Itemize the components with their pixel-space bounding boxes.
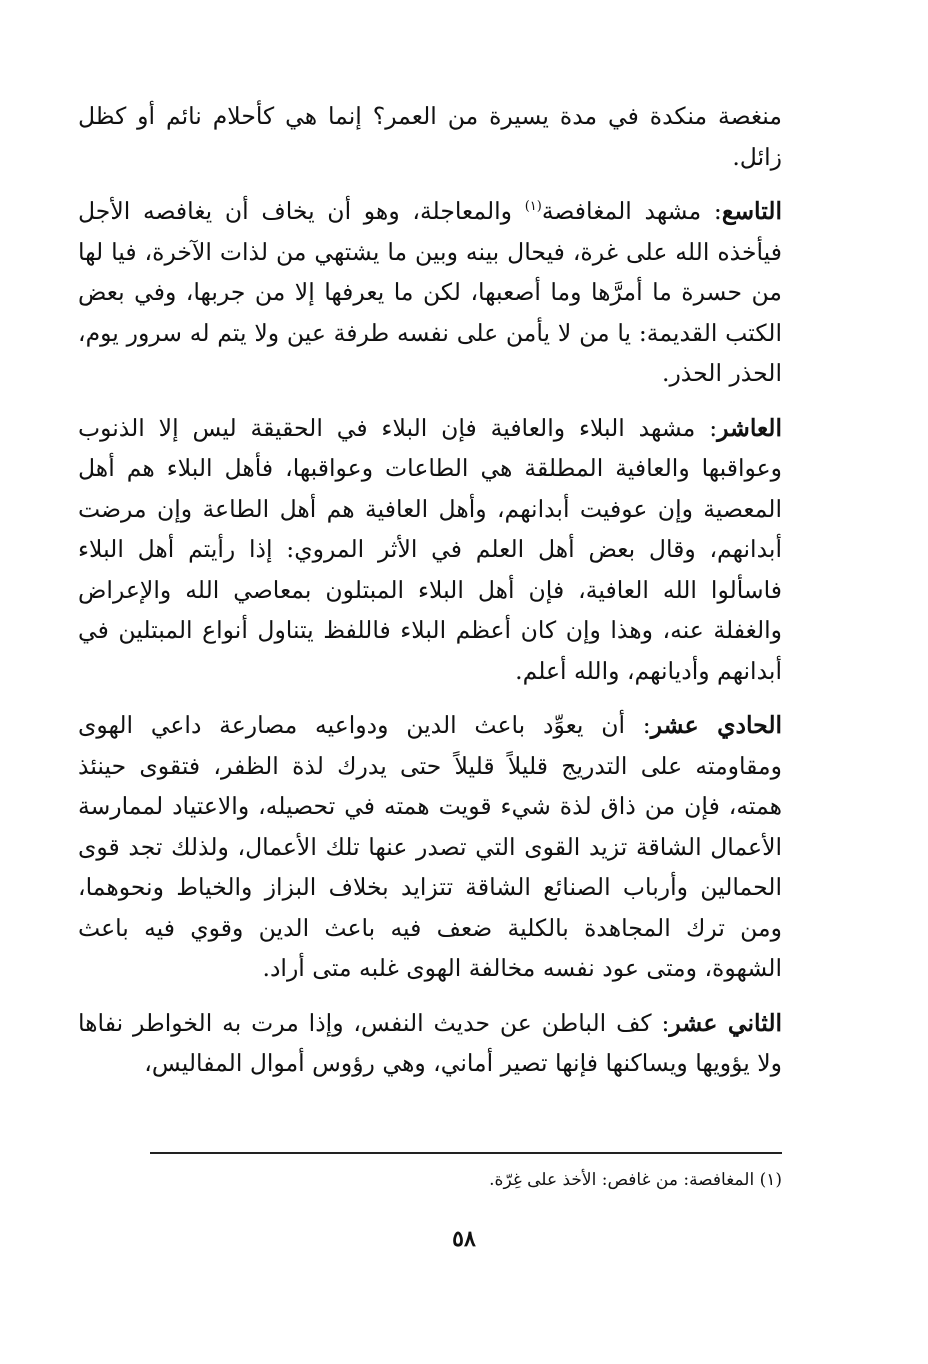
paragraph-text: منغصة منكدة في مدة يسيرة من العمر؟ إنما هي كأحلام نائم أو كظل زائل. [78, 102, 782, 171]
heading-colon: : [625, 711, 651, 739]
footnote-divider [150, 1152, 782, 1154]
paragraph-heading: الثاني عشر [669, 1008, 783, 1037]
paragraph-text: والمعاجلة، وهو أن يخاف أن يغافصه الأجل فيأخذه الله على غرة، فيحال بينه وبين ما يشتهي من لذات الآخرة، فيا لها من حسرة ما أمرَّها وما أصعبها، لكن ما يعرفها إلا من جربها، وفي بعض الكتب القديمة: يا من لا يأمن على نفسه طرفة عين ولا يتم له سرور يوم، الحذر الحذر. [78, 197, 782, 387]
paragraph-eleventh [78, 705, 782, 989]
page-number: ٥٨ [452, 1226, 476, 1252]
heading-colon: : [651, 1008, 670, 1037]
paragraph-text: كف الباطن عن حديث النفس، وإذا مرت به الخواطر نفاها ولا يؤويها ويساكنها فإنها تصير أماني، وهي رؤوس أموال المفاليس، [78, 1008, 782, 1077]
paragraph-tenth [78, 408, 782, 692]
heading-colon: : [695, 413, 718, 442]
paragraph-text-start: مشهد المغافصة [541, 197, 702, 225]
page-body [78, 96, 782, 1084]
paragraph-ninth [78, 191, 782, 394]
paragraph-heading: الحادي عشر [650, 711, 783, 739]
paragraph-heading: العاشر [717, 413, 782, 442]
paragraph-text: مشهد البلاء والعافية فإن البلاء في الحقيقة ليس إلا الذنوب وعواقبها والعافية المطلقة هي الطاعات وعواقبها، فأهل البلاء هم أهل المعصية وإن عوفيت أبدانهم، وأهل العافية هم أهل الطاعة وإن مرضت أبدانهم، وقال بعض أهل العلم في الأثر المروي: إذا رأيتم أهل البلاء فاسألوا الله العافية، فإن أهل البلاء المبتلون بمعاصي الله والإعراض والغفلة عنه، وهذا وإن كان أعظم البلاء فاللفظ يتناول أنواع المبتلين في أبدانهم وأديانهم، والله أعلم. [78, 413, 782, 685]
footnote-text: المغافصة: من غافص: الأخذ على غِرّة. [489, 1170, 760, 1190]
paragraph-text: أن يعوِّد باعث الدين ودواعيه مصارعة داعي الهوى ومقاومته على التدريج قليلاً قليلاً حتى يدرك لذة الظفر، فتقوى حينئذ همته، فإن من ذاق لذة شيء قويت همته في تحصيله، والاعتياد لممارسة الأعمال الشاقة تزيد القوى التي تصدر عنها تلك الأعمال، ولذلك تجد قوى الحمالين وأرباب الصنائع الشاقة تتزايد بخلاف البزاز والخياط ونحوهما، ومن ترك المجاهدة بالكلية ضعف فيه باعث الدين وقوي فيه باعث الشهوة، ومتى عود نفسه مخالفة الهوى غلبه متى أراد. [78, 711, 782, 982]
footnote [78, 1166, 782, 1194]
paragraph-continuation [78, 96, 782, 177]
footnote-marker: (١) [759, 1170, 782, 1190]
paragraph-heading: التاسع [721, 197, 782, 225]
paragraph-twelfth [78, 1003, 782, 1084]
footnote-reference[interactable]: (١) [524, 199, 542, 215]
heading-colon: : [701, 197, 722, 225]
